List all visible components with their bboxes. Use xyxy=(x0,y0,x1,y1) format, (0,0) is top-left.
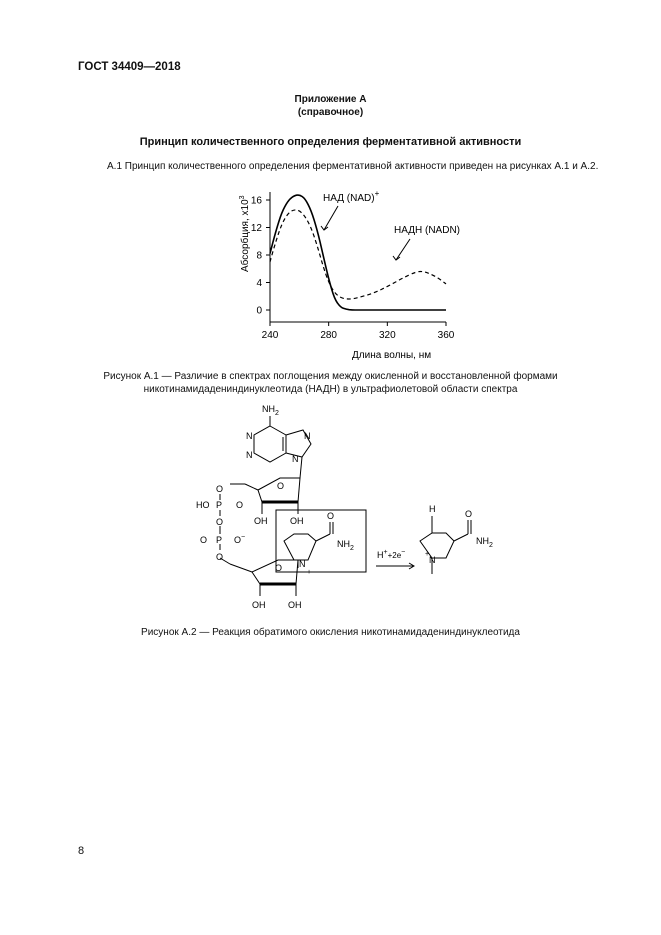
nicotinamide-carbonyl-o: O xyxy=(327,511,335,521)
ribose-top-oh-left: OH xyxy=(254,516,268,526)
adenine-n9-label: N xyxy=(292,454,299,464)
figure2-caption: Рисунок А.2 — Реакция обратимого окисления никотинамидадениндинуклеотида xyxy=(141,627,520,638)
adenine-pyrimidine-ring xyxy=(254,426,286,462)
phosphate-top-o-double: O xyxy=(236,500,244,510)
figure1-caption-line1: Рисунок А.1 — Различие в спектрах поглощения между окисленной и восстановленной формами xyxy=(103,371,558,382)
y-tick-label: 12 xyxy=(250,223,262,234)
adenine-n3-label: N xyxy=(246,450,253,460)
nad-reaction-diagram xyxy=(180,398,540,620)
y-tick-label: 16 xyxy=(250,195,262,207)
chart-axes xyxy=(270,192,446,322)
nadn-pointer-arrow xyxy=(396,239,410,260)
nicotinamide-ring xyxy=(284,534,316,560)
nicotinamide-amide-nh2: $NH_2$ xyxy=(337,539,354,552)
ribose-top-c5-bond xyxy=(245,484,258,490)
phosphate-top-ho: HO xyxy=(196,500,210,510)
ribose-bottom-c5-bond xyxy=(230,564,252,572)
reduced-carbonyl-o: O xyxy=(465,509,473,519)
x-tick-label: 320 xyxy=(378,330,396,341)
phosphate-bottom-oxygen: O xyxy=(216,552,224,562)
page-number: 8 xyxy=(78,845,85,857)
appendix-subtitle: (справочное) xyxy=(297,107,364,118)
x-axis-label: Длина волны, нм xyxy=(352,350,432,361)
adenine-n7-label: N xyxy=(304,431,311,441)
y-tick-label: 4 xyxy=(256,278,262,289)
phosphate-top-p: P xyxy=(216,500,223,510)
intro-paragraph: А.1 Принцип количественного определения ферментативной активности приведен на рисунках А.1 и А.2. xyxy=(107,161,599,172)
phosphate-bridge-oxygen: O xyxy=(216,517,224,527)
glycosidic-bond-top xyxy=(300,457,302,478)
adenine-n1-label: N xyxy=(246,431,253,441)
reduced-plus-label: + xyxy=(425,551,430,558)
reduced-n-label: N xyxy=(429,555,436,565)
phosphate-bottom-p: P xyxy=(216,535,223,545)
x-tick-label: 280 xyxy=(320,330,338,341)
chart-ticks xyxy=(251,196,455,342)
nad-arrowhead-icon xyxy=(321,226,328,230)
series-line-nadn xyxy=(270,210,446,299)
reduced-carboxamide-bond xyxy=(454,534,468,541)
figure1-caption-line2: никотинамидадениндинуклеотида (НАДН) в ультрафиолетовой области спектра xyxy=(143,384,518,395)
phosphate-bottom-o-minus: O− xyxy=(234,534,246,545)
ribose-top-oxygen-label: O xyxy=(277,481,285,491)
nicotinamide-plus-label: + xyxy=(307,569,312,576)
x-tick-label: 240 xyxy=(261,330,279,341)
phosphate-top-oxygen: O xyxy=(216,484,224,494)
phosphate-bottom-o-double: O xyxy=(200,535,208,545)
series-label-nadn: НАДН (NADN) xyxy=(394,225,460,236)
ribose-bottom-oh-left: OH xyxy=(252,600,266,610)
ribose-top-oh-right: OH xyxy=(290,516,304,526)
carboxamide-bond xyxy=(316,534,330,541)
y-tick-label: 8 xyxy=(256,250,262,262)
reduced-h-label: H xyxy=(429,504,436,514)
reaction-conditions-label: H++2e− xyxy=(377,549,406,560)
appendix-title: Приложение А xyxy=(294,94,367,105)
appendix-heading: Принцип количественного определения ферментативной активности xyxy=(139,136,522,148)
nicotinamide-n-label: N xyxy=(299,559,306,569)
absorption-spectrum-chart xyxy=(220,180,480,366)
reduced-amide-nh2: $NH_2$ xyxy=(476,536,493,549)
x-tick-label: 360 xyxy=(437,330,455,341)
series-line-nad xyxy=(270,195,446,310)
nadn-arrowhead-icon xyxy=(393,256,400,260)
adenine-nh2-label: $NH_2$ xyxy=(262,404,279,417)
y-axis-label: Абсорбция, $х10^3$ xyxy=(239,195,251,272)
chart-series xyxy=(270,195,446,310)
document-header: ГОСТ 34409—2018 xyxy=(78,61,181,73)
ribose-bottom-oh-right: OH xyxy=(288,600,302,610)
series-label-nad: НАД (NAD)+ xyxy=(323,189,380,204)
ribose-bottom-oxygen-label: O xyxy=(275,563,283,573)
nad-pointer-arrow xyxy=(324,206,338,230)
y-tick-label: 0 xyxy=(256,305,262,317)
